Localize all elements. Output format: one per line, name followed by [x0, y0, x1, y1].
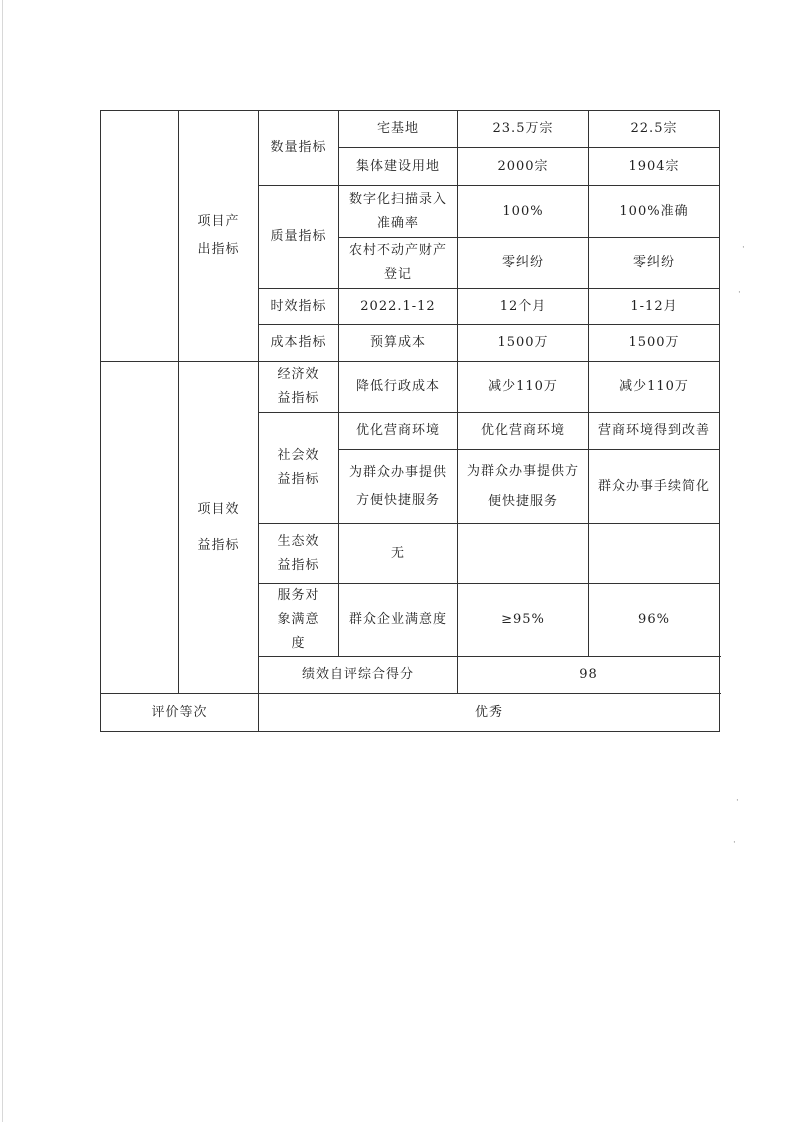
timeliness-item: 2022.1-12	[339, 289, 458, 325]
grade-label: 评价等次	[101, 694, 259, 732]
timeliness-indicator-label: 时效指标	[259, 289, 339, 325]
quantity-actual-collective-land: 1904宗	[589, 148, 720, 186]
quantity-actual-homestead: 22.5宗	[589, 111, 720, 148]
ecological-item: 无	[339, 524, 458, 584]
quality-item-scan-accuracy: 数字化扫描录入准确率	[339, 186, 458, 238]
satisfaction-actual: 96%	[589, 584, 720, 657]
economic-item: 降低行政成本	[339, 362, 458, 413]
satisfaction-item: 群众企业满意度	[339, 584, 458, 657]
ecological-target	[458, 524, 589, 584]
social-item-business-env: 优化营商环境	[339, 413, 458, 450]
table-row	[101, 362, 720, 413]
table-row	[101, 694, 720, 732]
cost-target: 1500万	[458, 325, 589, 362]
timeliness-target: 12个月	[458, 289, 589, 325]
quality-target-property-registration: 零纠纷	[458, 238, 589, 289]
economic-actual: 减少110万	[589, 362, 720, 413]
quality-actual-property-registration: 零纠纷	[589, 238, 720, 289]
social-indicator-label: 社会效益指标	[259, 413, 339, 524]
timeliness-actual: 1-12月	[589, 289, 720, 325]
satisfaction-indicator-label: 服务对象满意度	[259, 584, 339, 657]
economic-indicator-label: 经济效益指标	[259, 362, 339, 413]
social-actual-convenience: 群众办事手续简化	[589, 450, 720, 524]
cost-item: 预算成本	[339, 325, 458, 362]
ecological-indicator-label: 生态效益指标	[259, 524, 339, 584]
cost-indicator-label: 成本指标	[259, 325, 339, 362]
quality-actual-scan-accuracy: 100%准确	[589, 186, 720, 238]
social-target-business-env: 优化营商环境	[458, 413, 589, 450]
score-value: 98	[458, 657, 720, 694]
quantity-target-homestead: 23.5万宗	[458, 111, 589, 148]
table-row	[101, 111, 720, 148]
cost-actual: 1500万	[589, 325, 720, 362]
quantity-target-collective-land: 2000宗	[458, 148, 589, 186]
quantity-item-collective-land: 集体建设用地	[339, 148, 458, 186]
satisfaction-target: ≥95%	[458, 584, 589, 657]
benefit-section-label: 项目效益指标	[179, 362, 259, 694]
economic-target: 减少110万	[458, 362, 589, 413]
ecological-actual	[589, 524, 720, 584]
grade-value: 优秀	[259, 694, 720, 732]
quality-indicator-label: 质量指标	[259, 186, 339, 289]
scan-edge-line	[2, 0, 3, 1122]
quality-target-scan-accuracy: 100%	[458, 186, 589, 238]
social-actual-business-env: 营商环境得到改善	[589, 413, 720, 450]
output-section-label: 项目产出指标	[179, 111, 259, 362]
blank-category-cell	[101, 111, 179, 362]
quality-item-property-registration: 农村不动产财产登记	[339, 238, 458, 289]
blank-category-cell-2	[101, 362, 179, 694]
social-target-convenience: 为群众办事提供方便快捷服务	[458, 450, 589, 524]
social-item-convenience: 为群众办事提供方便快捷服务	[339, 450, 458, 524]
score-label: 绩效自评综合得分	[259, 657, 458, 694]
document-page: 项目产出指标 数量指标 宅基地 23.5万宗 22.5宗 集体建设用地 2000宗 1904宗 质量指标 数字化扫描录入准确率 100% 100%准确 农村不动产财产登记 零纠纷 零纠纷 时效指标 2022.1-12 12个月 1-12月 成本指标 预算成本 1500万 1500万 项目效益指标 经济效益指标 降低行政成本 减少110万 减少110万 社会效益指标 优化营商环境 优化营商环境 营商环境得到改善 为群众办事提供方便快捷服务 为群众办事提供方便快捷服务 群众办事手续简化 生态效益指标 无 服务对象满意度 群众企业满意度 ≥95% 96% 绩效自评综合得分 98 评价等次 优秀 · · · ·	[0, 0, 794, 1122]
quantity-indicator-label: 数量指标	[259, 111, 339, 186]
quantity-item-homestead: 宅基地	[339, 111, 458, 148]
performance-table	[100, 110, 720, 732]
